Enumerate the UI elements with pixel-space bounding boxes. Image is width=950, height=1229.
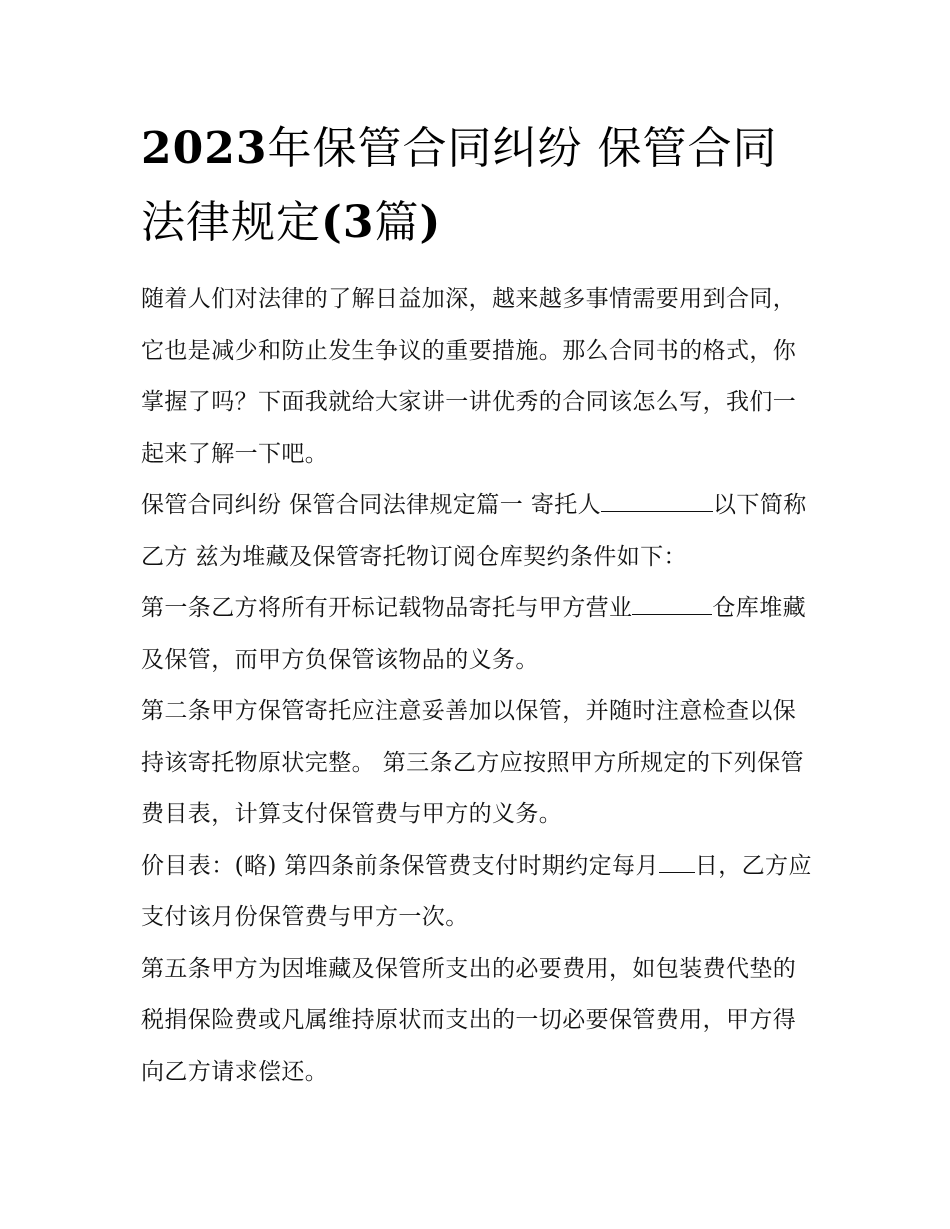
title-year: 2023 [141,123,268,174]
paragraph-4-end: 日，乙方应支付该月份保管费与甲方一次。 [141,852,812,930]
intro-paragraph: 随着人们对法律的了解日益加深，越来越多事情需要用到合同，它也是减少和防止发生争议的重要措施。那么合同书的格式，你掌握了吗？下面我就给大家讲一讲优秀的合同该怎么写，我们一起来了解一下吧。 [141,286,797,467]
document-body [141,274,813,1098]
paragraph-1-end: 以下简称乙方 兹为堆藏及保管寄托物订阅仓库契约条件如下： [141,492,807,570]
title-count-close: ) [419,197,442,248]
blank-line [601,491,713,512]
blank-line [632,594,712,615]
title-count-open: (3 [321,197,375,248]
paragraph-3: 第二条甲方保管寄托应注意妥善加以保管，并随时注意检查以保持该寄托物原状完整。 第三条乙方应按照甲方所规定的下列保管费目表，计算支付保管费与甲方的义务。 [141,698,804,827]
paragraph-2 [141,583,813,686]
title-count-unit: 篇 [374,197,420,248]
paragraph-1-start: 保管合同纠纷 保管合同法律规定篇一 寄托人 [141,492,602,518]
paragraph-2-start: 第一条乙方将所有开标记载物品寄托与甲方营业 [141,595,633,621]
title-main: 年保管合同纠纷 保管合同法律规定 [141,123,778,248]
paragraph-2-end: 仓库堆藏及保管，而甲方负保管该物品的义务。 [141,595,807,673]
document-title [141,112,813,260]
paragraph-4-start: 价目表：(略) 第四条前条保管费支付时期约定每月 [141,852,659,879]
paragraph-1 [141,480,813,583]
paragraph-4 [141,841,813,944]
paragraph-5: 第五条甲方为因堆藏及保管所支出的必要费用，如包装费代垫的税捐保险费或凡属维持原状而支出的一切必要保管费用，甲方得向乙方请求偿还。 [141,955,797,1085]
blank-line [659,852,695,873]
document-content [141,112,813,1098]
